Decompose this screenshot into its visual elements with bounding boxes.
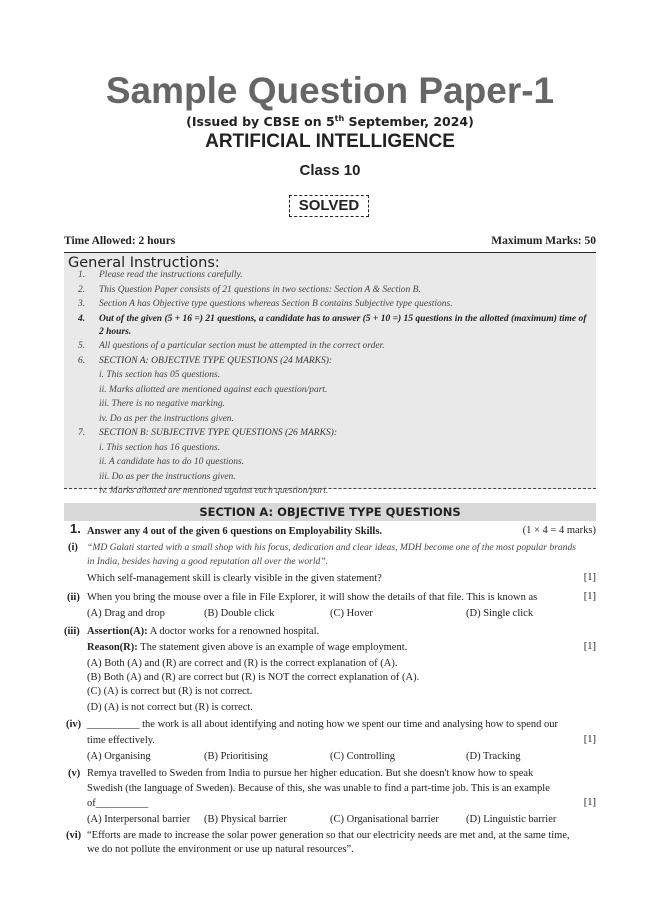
question-ii-option-a: (A) Drag and drop [87, 608, 165, 619]
question-1-marks: (1 × 4 = 4 marks) [522, 525, 596, 536]
instructions-title: General Instructions: [68, 255, 220, 271]
question-iii-option-d: (D) (A) is not correct but (R) is correct. [87, 702, 253, 713]
question-vi-line2: we do not pollute the environment or use up natural resources”. [87, 844, 354, 855]
question-ii-text: When you bring the mouse over a file in File Explorer, it will show the details of that file. This is known as [87, 592, 538, 603]
section-a-heading: SECTION A: OBJECTIVE TYPE QUESTIONS [64, 503, 596, 521]
question-iv-number: (iv) [66, 719, 82, 730]
subject-heading: ARTIFICIAL INTELLIGENCE [205, 131, 455, 152]
question-iv-option-d: (D) Tracking [466, 751, 521, 762]
question-v-option-a: (A) Interpersonal barrier [87, 814, 191, 825]
question-v-option-b: (B) Physical barrier [204, 814, 287, 825]
question-vi-line1: “Efforts are made to increase the solar power generation so that our electricity needs are met and, at the same time, [87, 830, 570, 841]
question-v-number: (v) [68, 768, 81, 779]
instruction-item: 4. Out of the given (5 + 16 =) 21 questions, a candidate has to answer (5 + 10 =) 15 questions in the allotted (maximum) time of 2 hours. [78, 313, 587, 337]
question-i-number: (i) [68, 542, 78, 553]
class-heading: Class 10 [299, 162, 361, 179]
question-ii-option-c: (C) Hover [330, 608, 373, 619]
question-iii-option-b: (B) Both (A) and (R) are correct but (R) is NOT the correct explanation of (A). [87, 672, 420, 683]
question-v-line3: of__________ [87, 798, 149, 809]
question-ii-marks: [1] [583, 591, 596, 602]
question-iii-option-a: (A) Both (A) and (R) are correct and (R) is the correct explanation of (A). [87, 658, 398, 669]
question-iv-option-a: (A) Organising [87, 751, 151, 762]
instructions-list [64, 269, 596, 500]
question-v-line1: Remya travelled to Sweden from India to pursue her higher education. But she doesn't know how to speak [87, 768, 534, 779]
question-i-marks: [1] [583, 572, 596, 583]
question-ii-number: (ii) [67, 592, 80, 603]
instruction-item: 1. Please read the instructions carefully. [78, 270, 243, 280]
time-allowed: Time Allowed: 2 hours [64, 235, 176, 247]
time-marks-bar [64, 232, 596, 253]
question-v-option-d: (D) Linguistic barrier [466, 814, 557, 825]
question-iii-option-c: (C) (A) is correct but (R) is not correct. [87, 686, 253, 697]
question-i-text: Which self-management skill is clearly visible in the given statement? [87, 573, 382, 584]
question-ii-option-b: (B) Double click [204, 608, 275, 619]
instruction-subitem: iv. Do as per the instructions given. [99, 413, 234, 424]
question-iv-option-c: (C) Controlling [330, 751, 396, 762]
question-iii-assertion: Assertion(A): A doctor works for a renowned hospital. [87, 626, 320, 637]
question-i-quote-line2: in India, besides having a good reputation all over the world”. [87, 556, 329, 567]
instruction-item: 6. SECTION A: OBJECTIVE TYPE QUESTIONS (24 MARKS): [78, 355, 333, 366]
maximum-marks: Maximum Marks: 50 [491, 235, 596, 247]
question-iv-option-b: (B) Prioritising [204, 751, 268, 762]
paper-title: Sample Question Paper-1 [105, 70, 555, 111]
instruction-subitem: iv. Marks allotted are mentioned against each question/part. [99, 486, 329, 496]
question-i-quote-line1: “MD Galati started with a small shop with his focus, dedication and clear ideas, MDH become one of the most popular brands [87, 542, 576, 553]
instruction-item: 2. This Question Paper consists of 21 questions in two sections: Section A & Section B. [78, 284, 421, 295]
question-v-option-c: (C) Organisational barrier [330, 814, 439, 825]
question-iii-reason: Reason(R): The statement given above is an example of wage employment. [87, 642, 408, 653]
instruction-item: 3. Section A has Objective type questions whereas Section B contains Subjective type questions. [78, 299, 453, 309]
instruction-subitem: iii. Do as per the instructions given. [99, 471, 236, 482]
question-1-text: Answer any 4 out of the given 6 questions on Employability Skills. [87, 526, 383, 537]
question-iii-marks: [1] [583, 641, 596, 652]
question-iv-line1: __________ the work is all about identifying and noting how we spent our time and analysing how to spend our [87, 719, 558, 730]
question-iv-line2: time effectively. [87, 735, 155, 746]
instruction-item: 5. All questions of a particular section must be attempted in the correct order. [78, 341, 385, 351]
issued-note: (Issued by CBSE on 5th September, 2024) [186, 114, 474, 130]
question-v-line2: Swedish (the language of Sweden). Because of this, she was unable to find a part-time job. This is an example [87, 783, 550, 794]
question-vi-number: (vi) [66, 830, 82, 841]
question-iii-number: (iii) [64, 626, 80, 637]
question-ii-option-d: (D) Single click [466, 608, 534, 619]
question-iv-marks: [1] [583, 734, 596, 745]
question-1-number: 1. [70, 521, 81, 536]
general-instructions-box [64, 253, 596, 496]
instruction-item: 7. SECTION B: SUBJECTIVE TYPE QUESTIONS (26 MARKS): [78, 428, 338, 438]
solved-badge: SOLVED [289, 195, 369, 217]
question-v-marks: [1] [583, 797, 596, 808]
instruction-subitem: i. This section has 16 questions. [99, 442, 221, 453]
instruction-subitem: ii. A candidate has to do 10 questions. [99, 457, 245, 467]
instruction-subitem: iii. There is no negative marking. [99, 399, 226, 409]
instruction-subitem: i. This section has 05 questions. [99, 370, 221, 380]
instruction-subitem: ii. Marks allotted are mentioned against each question/part. [99, 384, 328, 395]
